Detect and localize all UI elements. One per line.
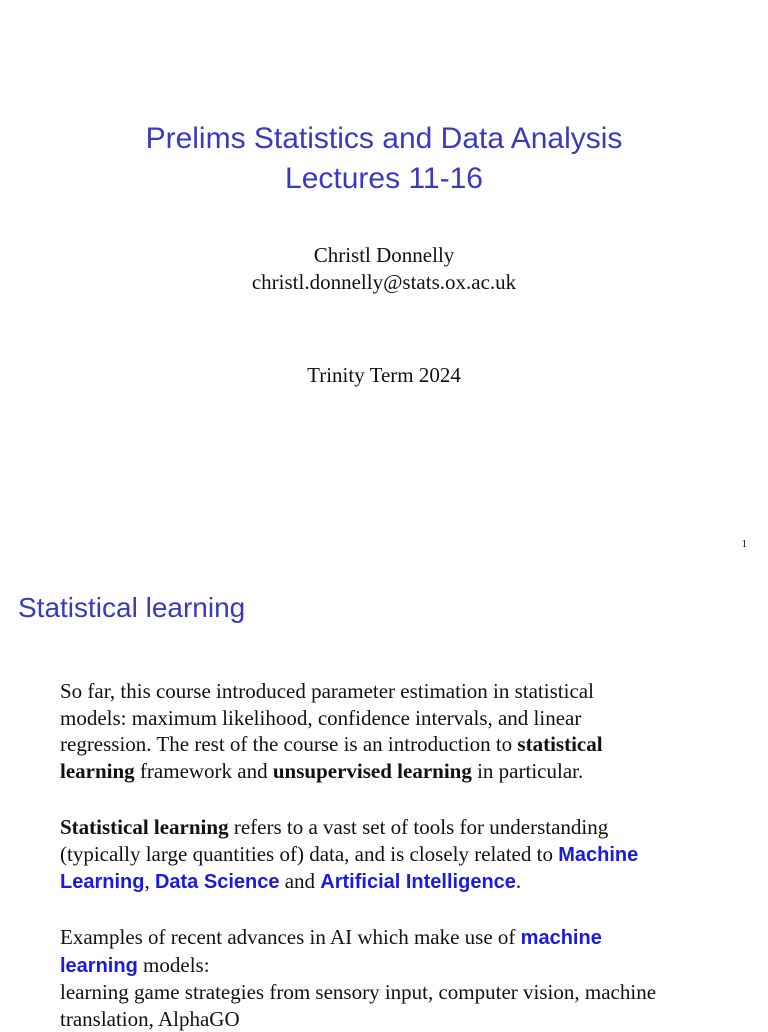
text-segment: regression. The rest of the course is an introduction to <box>60 732 518 757</box>
text-line: translation, AlphaGO <box>60 1006 240 1031</box>
highlight-term: machine <box>520 927 602 949</box>
text-segment: refers to a vast set of tools for understanding <box>228 815 609 839</box>
text-line <box>60 924 720 952</box>
text-segment: (typically large quantities of) data, and is closely related to <box>60 841 559 866</box>
text-line: learning game strategies from sensory input, computer vision, machine <box>60 980 657 1005</box>
bold-term: statistical <box>517 732 603 757</box>
text-line: So far, this course introduced parameter estimation in statistical <box>60 679 594 703</box>
paragraph-examples <box>60 924 720 1032</box>
text-line <box>60 952 720 980</box>
text-segment: , <box>144 869 155 894</box>
highlight-term: Data Science <box>154 871 280 894</box>
text-segment: and <box>279 869 321 894</box>
page-number: 1 <box>741 538 747 550</box>
term-label: Trinity Term 2024 <box>307 363 461 387</box>
highlight-term: Learning <box>60 871 145 894</box>
text-line: models: maximum likelihood, confidence intervals, and linear <box>60 705 582 730</box>
text-segment: models: <box>137 952 210 977</box>
author-email: christl.donnelly@stats.ox.ac.uk <box>251 270 517 294</box>
text-segment: . <box>515 869 522 894</box>
text-segment: in particular. <box>471 758 584 783</box>
slide-title-line-2: Lectures 11-16 <box>285 162 483 195</box>
paragraph-definition <box>60 814 720 896</box>
highlight-term: Machine <box>558 843 639 866</box>
slide-heading: Statistical learning <box>18 592 246 623</box>
text-line <box>60 841 720 869</box>
text-segment: Examples of recent advances in AI which make use of <box>60 925 521 949</box>
text-line <box>60 814 720 841</box>
slide-title-line-1: Prelims Statistics and Data Analysis <box>145 122 623 155</box>
paragraph-intro <box>60 678 720 784</box>
highlight-term: Artificial Intelligence <box>320 871 516 894</box>
author-name: Christl Donnelly <box>313 243 455 267</box>
highlight-term: learning <box>60 954 138 977</box>
bold-term: unsupervised learning <box>272 758 472 783</box>
content-slide <box>0 568 768 1031</box>
bold-term: Statistical learning <box>60 815 229 839</box>
text-line <box>60 731 720 758</box>
text-line <box>60 868 720 896</box>
text-segment: framework and <box>134 758 273 783</box>
text-line <box>60 758 720 785</box>
bold-term: learning <box>60 758 135 783</box>
